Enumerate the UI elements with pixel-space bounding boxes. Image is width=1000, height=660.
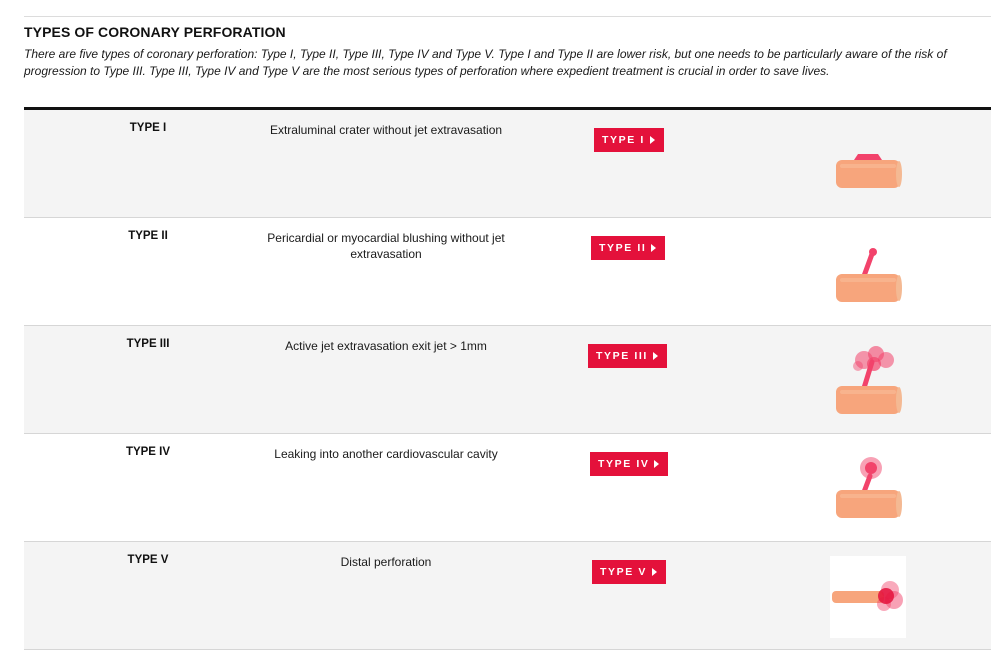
table-row [24,218,991,326]
vessel-crater-icon [830,124,906,206]
type-description: Distal perforation [340,555,432,569]
table-row [24,434,991,542]
type-button-label: TYPE I [602,134,645,146]
perforation-types-table [24,110,991,650]
type-button-label: TYPE IV [598,458,650,470]
type-button-label: TYPE II [599,242,647,254]
type-button-label: TYPE III [596,350,648,362]
play-arrow-icon [652,568,657,576]
section-intro: There are five types of coronary perforation: Type I, Type II, Type III, Type IV and Type V. Type I and Type II are lower risk, but one needs to be particularly aware of the risk of progression to Type III. Type III, Type IV and Type V are the most serious types of perforation where expedient treatment is crucial in order to save lives. [24,47,947,78]
type-i-button[interactable] [594,128,664,152]
type-v-button[interactable] [592,560,666,584]
type-description: Pericardial or myocardial blushing without jet extravasation [267,231,505,261]
vessel-leak-cavity-icon [830,448,906,530]
type-name: TYPE IV [125,446,171,458]
vessel-blush-icon [830,232,906,314]
play-arrow-icon [653,352,658,360]
type-description: Leaking into another cardiovascular cavity [274,447,498,461]
type-name: TYPE V [127,554,169,566]
top-divider [24,16,991,17]
table-row [24,326,991,434]
type-description: Active jet extravasation exit jet > 1mm [285,339,487,353]
vessel-jet-icon [830,340,906,422]
type-iv-button[interactable] [590,452,668,476]
type-name: TYPE II [128,230,168,242]
play-arrow-icon [654,460,659,468]
type-description: Extraluminal crater without jet extravasation [269,123,503,137]
type-button-label: TYPE V [600,566,647,578]
section-title: TYPES OF CORONARY PERFORATION [24,24,286,40]
type-name: TYPE I [129,122,167,134]
type-name: TYPE III [126,338,170,350]
vessel-distal-perforation-icon [830,556,906,638]
type-iii-button[interactable] [588,344,667,368]
type-ii-button[interactable] [591,236,665,260]
play-arrow-icon [650,136,655,144]
play-arrow-icon [651,244,656,252]
table-row [24,110,991,218]
table-row [24,542,991,650]
